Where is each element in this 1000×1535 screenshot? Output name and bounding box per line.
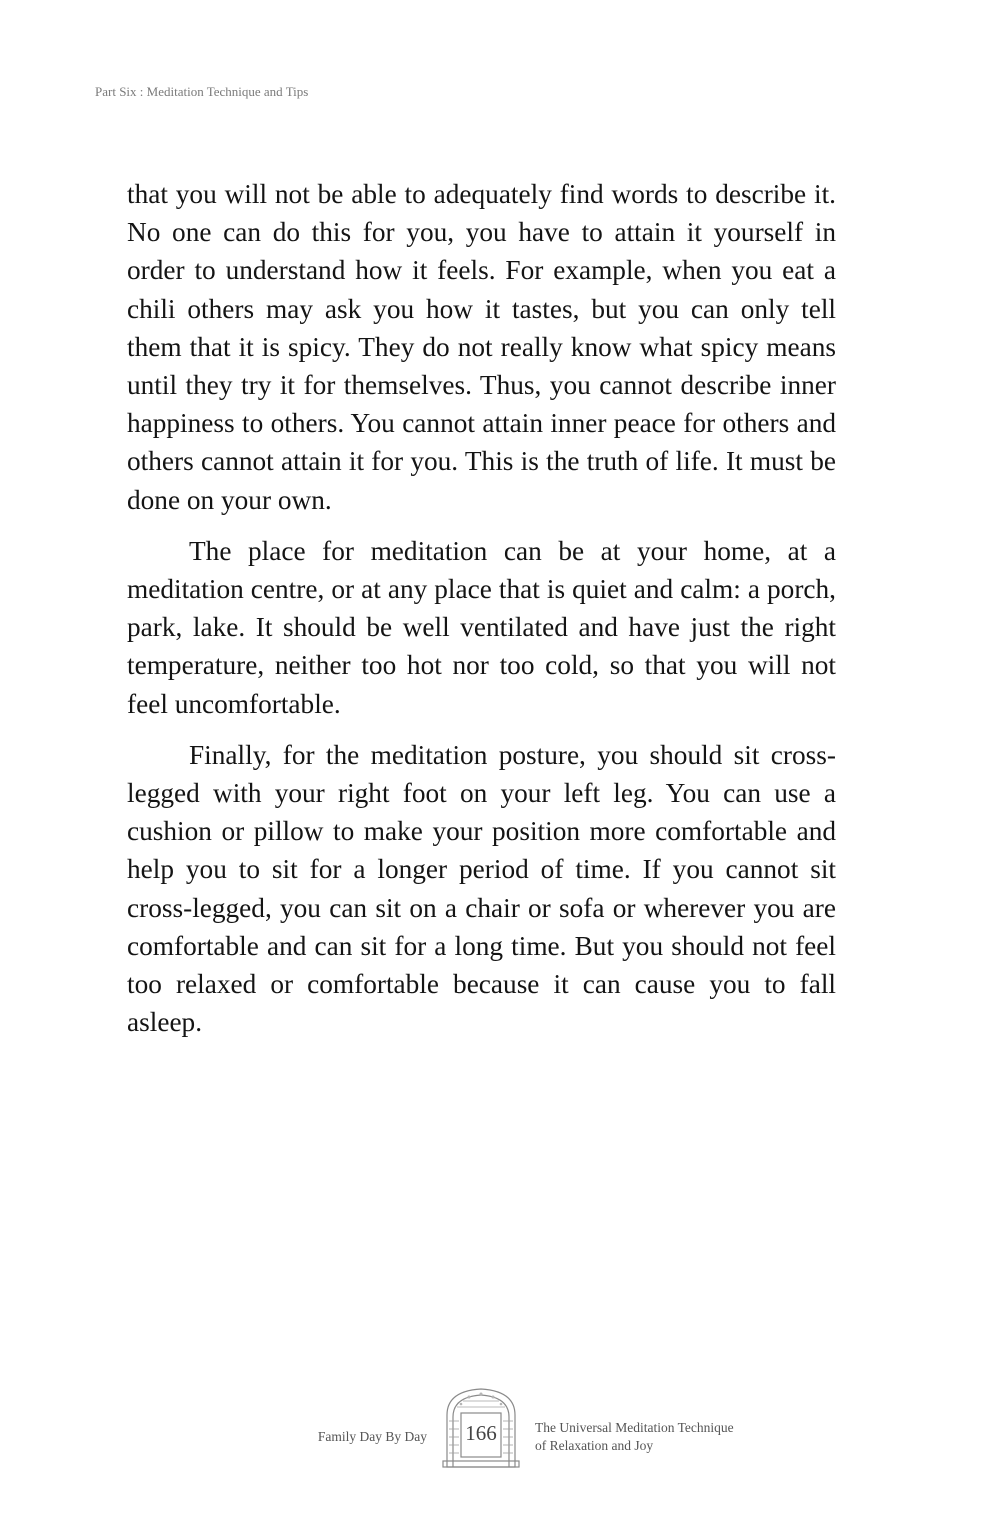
body-text [127,175,836,1041]
paragraph-1: that you will not be able to adequately find words to describe it. No one can do this for you, you have to attain it yourself in order to understand how it feels. For example, when you eat a chili others may ask you how it tastes, but you can only tell them that it is spicy. They do not really know what spicy means until they try it for themselves. Thus, you cannot describe inner happiness to others. You cannot attain inner peace for others and others cannot attain it for you. This is the truth of life. It must be done on your own. [127,179,836,515]
paragraph-2: The place for meditation can be at your home, at a meditation centre, or at any place that is quiet and calm: a porch, park, lake. It should be well ventilated and have just the right temperature, neither too hot nor too cold, so that you will not feel uncomfortable. [127,535,836,719]
footer-chapter-title [535,1419,734,1455]
page-number: 166 [465,1421,497,1445]
running-head: Part Six : Meditation Technique and Tips [95,84,309,99]
footer-book-title: Family Day By Day [317,1429,427,1444]
footer-chapter-title-line-2: of Relaxation and Joy [535,1438,654,1453]
footer-chapter-title-line-1: The Universal Meditation Technique [535,1420,734,1435]
paragraph-3: Finally, for the meditation posture, you should sit cross-legged with your right foot on your left leg. You can use a cushion or pillow to make your position more comfortable and help you to sit for a longer period of time. If you cannot sit cross-legged, you can sit on a chair or sofa or wherever you are comfortable and can sit for a long time. But you should not feel too relaxed or comfortable because it can cause you to fall asleep. [127,739,836,1038]
